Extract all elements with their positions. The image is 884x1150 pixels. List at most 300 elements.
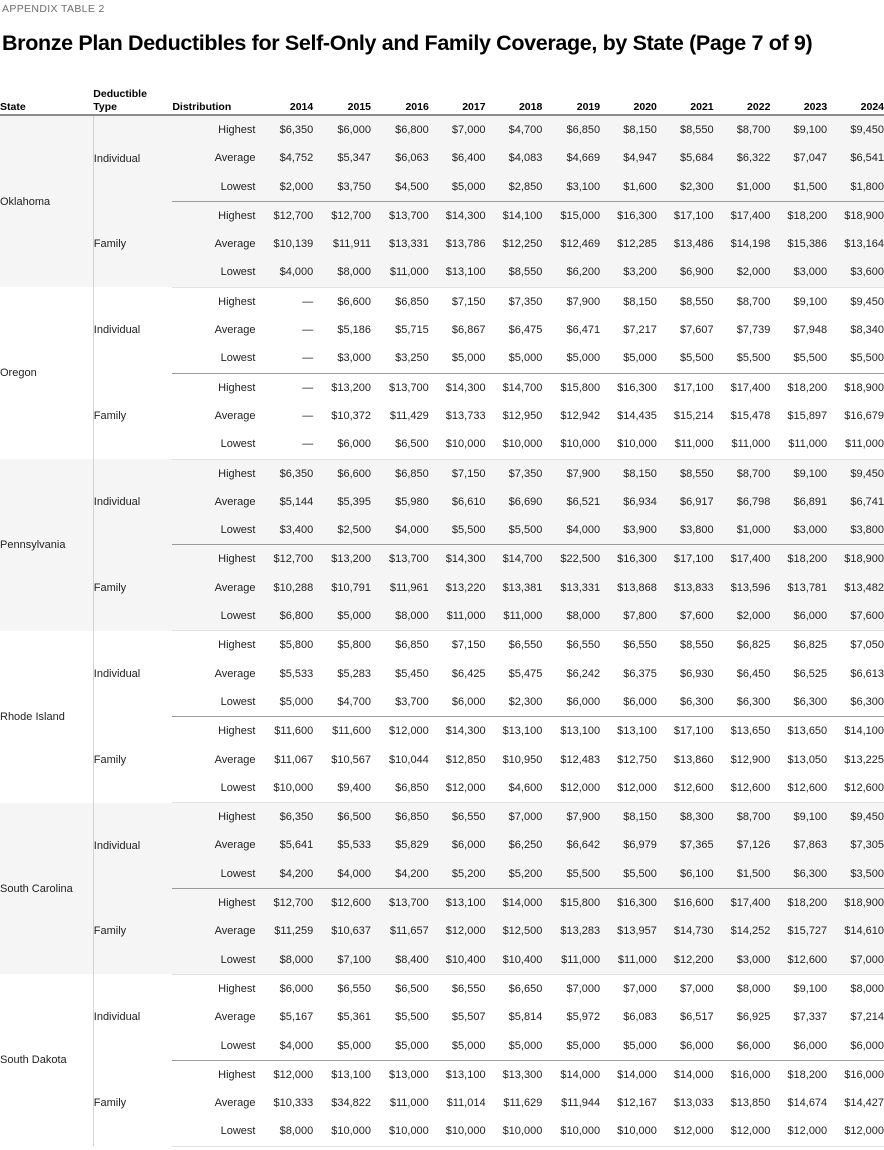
- cell-oregon-individual-lowest-2018: $5,000: [486, 344, 543, 373]
- cell-south-carolina-family-average-2014: $11,259: [255, 917, 313, 945]
- cell-pennsylvania-individual-highest-2014: $6,350: [255, 459, 313, 488]
- cell-oklahoma-family-lowest-2021: $6,900: [657, 258, 714, 287]
- cell-pennsylvania-individual-lowest-2024: $3,800: [827, 516, 884, 545]
- distribution-label-average: Average: [172, 660, 255, 688]
- cell-south-carolina-individual-lowest-2016: $4,200: [371, 860, 429, 889]
- deductible-type-individual: Individual: [93, 974, 172, 1060]
- column-header-state: State: [0, 88, 93, 115]
- cell-oregon-individual-highest-2021: $8,550: [657, 287, 714, 316]
- deductible-type-individual: Individual: [93, 631, 172, 717]
- cell-oklahoma-individual-lowest-2022: $1,000: [714, 173, 771, 202]
- cell-oregon-individual-highest-2020: $8,150: [600, 287, 657, 316]
- cell-pennsylvania-individual-lowest-2017: $5,500: [429, 516, 486, 545]
- cell-south-carolina-individual-lowest-2022: $1,500: [714, 860, 771, 889]
- cell-south-carolina-family-average-2015: $10,637: [313, 917, 371, 945]
- cell-south-dakota-individual-highest-2017: $6,550: [429, 974, 486, 1003]
- cell-south-dakota-family-lowest-2015: $10,000: [313, 1117, 371, 1146]
- cell-oklahoma-individual-lowest-2015: $3,750: [313, 173, 371, 202]
- column-header-2024: 2024: [827, 88, 884, 115]
- cell-pennsylvania-individual-average-2015: $5,395: [313, 488, 371, 516]
- cell-south-dakota-family-highest-2014: $12,000: [255, 1060, 313, 1089]
- cell-oklahoma-individual-average-2023: $7,047: [770, 144, 827, 172]
- cell-rhode-island-family-average-2022: $12,900: [714, 746, 771, 774]
- cell-south-dakota-family-lowest-2016: $10,000: [371, 1117, 429, 1146]
- cell-south-carolina-individual-highest-2014: $6,350: [255, 803, 313, 832]
- cell-south-carolina-family-lowest-2016: $8,400: [371, 946, 429, 975]
- cell-south-dakota-individual-average-2021: $6,517: [657, 1003, 714, 1031]
- cell-south-carolina-family-highest-2018: $14,000: [486, 889, 543, 918]
- no-data-dash: —: [302, 409, 314, 422]
- cell-pennsylvania-family-average-2018: $13,381: [486, 574, 543, 602]
- cell-south-dakota-individual-highest-2021: $7,000: [657, 974, 714, 1003]
- cell-south-carolina-family-lowest-2024: $7,000: [827, 946, 884, 975]
- cell-rhode-island-individual-average-2015: $5,283: [313, 660, 371, 688]
- cell-south-carolina-family-highest-2014: $12,700: [255, 889, 313, 918]
- cell-rhode-island-family-lowest-2015: $9,400: [313, 774, 371, 803]
- cell-rhode-island-individual-lowest-2016: $3,700: [371, 688, 429, 717]
- deductible-type-individual: Individual: [93, 459, 172, 545]
- cell-oklahoma-family-highest-2014: $12,700: [255, 201, 313, 230]
- cell-rhode-island-family-average-2020: $12,750: [600, 746, 657, 774]
- cell-oklahoma-individual-average-2022: $6,322: [714, 144, 771, 172]
- cell-south-carolina-individual-highest-2021: $8,300: [657, 803, 714, 832]
- cell-oregon-individual-lowest-2023: $5,500: [770, 344, 827, 373]
- cell-pennsylvania-family-lowest-2016: $8,000: [371, 602, 429, 631]
- no-data-dash: —: [302, 324, 314, 337]
- cell-oregon-individual-highest-2019: $7,900: [542, 287, 600, 316]
- cell-rhode-island-individual-lowest-2021: $6,300: [657, 688, 714, 717]
- deductible-type-line1: Deductible: [93, 88, 147, 100]
- cell-oregon-family-highest-2015: $13,200: [313, 373, 371, 402]
- cell-oregon-family-highest-2017: $14,300: [429, 373, 486, 402]
- cell-rhode-island-family-highest-2018: $13,100: [486, 717, 543, 746]
- cell-south-dakota-individual-lowest-2023: $6,000: [770, 1032, 827, 1061]
- cell-pennsylvania-family-highest-2020: $16,300: [600, 545, 657, 574]
- cell-pennsylvania-individual-lowest-2014: $3,400: [255, 516, 313, 545]
- table-row: [0, 545, 884, 574]
- cell-rhode-island-family-lowest-2018: $4,600: [486, 774, 543, 803]
- cell-rhode-island-individual-highest-2023: $6,825: [770, 631, 827, 660]
- cell-pennsylvania-individual-average-2022: $6,798: [714, 488, 771, 516]
- header-row: [0, 88, 884, 115]
- cell-pennsylvania-family-lowest-2018: $11,000: [486, 602, 543, 631]
- distribution-label-average: Average: [172, 831, 255, 859]
- cell-oregon-family-average-2020: $14,435: [600, 402, 657, 430]
- table-row: [0, 373, 884, 402]
- cell-pennsylvania-family-average-2021: $13,833: [657, 574, 714, 602]
- cell-south-carolina-family-average-2019: $13,283: [542, 917, 600, 945]
- cell-pennsylvania-family-lowest-2014: $6,800: [255, 602, 313, 631]
- cell-south-carolina-individual-highest-2019: $7,900: [542, 803, 600, 832]
- cell-south-carolina-family-lowest-2020: $11,000: [600, 946, 657, 975]
- cell-pennsylvania-individual-average-2017: $6,610: [429, 488, 486, 516]
- cell-oklahoma-individual-lowest-2024: $1,800: [827, 173, 884, 202]
- no-data-dash: —: [302, 295, 314, 308]
- cell-pennsylvania-family-average-2022: $13,596: [714, 574, 771, 602]
- cell-rhode-island-family-average-2015: $10,567: [313, 746, 371, 774]
- cell-south-carolina-individual-highest-2020: $8,150: [600, 803, 657, 832]
- cell-oregon-family-highest-2022: $17,400: [714, 373, 771, 402]
- cell-south-dakota-individual-average-2018: $5,814: [486, 1003, 543, 1031]
- cell-south-carolina-individual-average-2017: $6,000: [429, 831, 486, 859]
- cell-rhode-island-family-highest-2023: $13,650: [770, 717, 827, 746]
- cell-rhode-island-family-highest-2016: $12,000: [371, 717, 429, 746]
- cell-rhode-island-individual-highest-2014: $5,800: [255, 631, 313, 660]
- cell-rhode-island-individual-lowest-2024: $6,300: [827, 688, 884, 717]
- state-name-pennsylvania: Pennsylvania: [0, 459, 93, 631]
- cell-rhode-island-family-lowest-2017: $12,000: [429, 774, 486, 803]
- page-title: Bronze Plan Deductibles for Self-Only and Family Coverage, by State (Page 7 of 9): [2, 31, 813, 55]
- cell-south-carolina-individual-highest-2018: $7,000: [486, 803, 543, 832]
- cell-south-dakota-family-highest-2018: $13,300: [486, 1060, 543, 1089]
- distribution-label-average: Average: [172, 746, 255, 774]
- cell-south-dakota-individual-lowest-2021: $6,000: [657, 1032, 714, 1061]
- cell-rhode-island-individual-average-2019: $6,242: [542, 660, 600, 688]
- cell-oklahoma-individual-highest-2021: $8,550: [657, 115, 714, 144]
- cell-oregon-family-highest-2014: [255, 373, 313, 402]
- table-row: [0, 889, 884, 918]
- table-row: [0, 974, 884, 1003]
- cell-oregon-individual-lowest-2021: $5,500: [657, 344, 714, 373]
- cell-south-dakota-individual-lowest-2022: $6,000: [714, 1032, 771, 1061]
- cell-oregon-individual-average-2016: $5,715: [371, 316, 429, 344]
- cell-south-dakota-individual-highest-2024: $8,000: [827, 974, 884, 1003]
- cell-south-dakota-individual-highest-2020: $7,000: [600, 974, 657, 1003]
- distribution-label-highest: Highest: [172, 201, 255, 230]
- cell-south-carolina-family-lowest-2022: $3,000: [714, 946, 771, 975]
- cell-oregon-individual-highest-2015: $6,600: [313, 287, 371, 316]
- cell-oklahoma-individual-highest-2016: $6,800: [371, 115, 429, 144]
- cell-oklahoma-family-highest-2021: $17,100: [657, 201, 714, 230]
- distribution-label-lowest: Lowest: [172, 688, 255, 717]
- cell-rhode-island-family-highest-2024: $14,100: [827, 717, 884, 746]
- cell-rhode-island-family-average-2018: $10,950: [486, 746, 543, 774]
- cell-rhode-island-family-highest-2015: $11,600: [313, 717, 371, 746]
- cell-south-carolina-individual-average-2019: $6,642: [542, 831, 600, 859]
- cell-south-dakota-individual-average-2017: $5,507: [429, 1003, 486, 1031]
- column-header-2023: 2023: [770, 88, 827, 115]
- cell-pennsylvania-family-highest-2018: $14,700: [486, 545, 543, 574]
- cell-pennsylvania-family-highest-2015: $13,200: [313, 545, 371, 574]
- cell-south-dakota-family-lowest-2023: $12,000: [770, 1117, 827, 1146]
- distribution-label-highest: Highest: [172, 717, 255, 746]
- distribution-label-lowest: Lowest: [172, 602, 255, 631]
- cell-south-carolina-individual-highest-2022: $8,700: [714, 803, 771, 832]
- cell-oklahoma-family-highest-2019: $15,000: [542, 201, 600, 230]
- cell-south-dakota-family-average-2021: $13,033: [657, 1089, 714, 1117]
- cell-oregon-family-lowest-2020: $10,000: [600, 430, 657, 459]
- cell-rhode-island-individual-lowest-2022: $6,300: [714, 688, 771, 717]
- cell-oklahoma-family-average-2019: $12,469: [542, 230, 600, 258]
- cell-south-carolina-family-average-2022: $14,252: [714, 917, 771, 945]
- state-name-oklahoma: Oklahoma: [0, 115, 93, 287]
- cell-rhode-island-family-lowest-2016: $6,850: [371, 774, 429, 803]
- cell-oregon-individual-highest-2016: $6,850: [371, 287, 429, 316]
- no-data-dash: —: [302, 352, 314, 365]
- distribution-label-lowest: Lowest: [172, 258, 255, 287]
- distribution-label-average: Average: [172, 917, 255, 945]
- cell-pennsylvania-family-lowest-2023: $6,000: [770, 602, 827, 631]
- cell-south-dakota-family-highest-2022: $16,000: [714, 1060, 771, 1089]
- cell-pennsylvania-family-highest-2024: $18,900: [827, 545, 884, 574]
- column-header-distribution: Distribution: [172, 88, 255, 115]
- cell-oregon-family-lowest-2021: $11,000: [657, 430, 714, 459]
- cell-south-carolina-family-lowest-2017: $10,400: [429, 946, 486, 975]
- cell-oregon-family-lowest-2017: $10,000: [429, 430, 486, 459]
- cell-oregon-individual-lowest-2015: $3,000: [313, 344, 371, 373]
- cell-south-carolina-family-highest-2023: $18,200: [770, 889, 827, 918]
- table-header: [0, 88, 884, 115]
- cell-rhode-island-family-lowest-2014: $10,000: [255, 774, 313, 803]
- cell-south-dakota-individual-highest-2018: $6,650: [486, 974, 543, 1003]
- cell-rhode-island-individual-average-2014: $5,533: [255, 660, 313, 688]
- state-name-rhode-island: Rhode Island: [0, 631, 93, 803]
- cell-south-dakota-individual-average-2019: $5,972: [542, 1003, 600, 1031]
- cell-south-dakota-family-lowest-2020: $10,000: [600, 1117, 657, 1146]
- cell-oregon-individual-average-2022: $7,739: [714, 316, 771, 344]
- cell-oregon-individual-lowest-2020: $5,000: [600, 344, 657, 373]
- cell-oklahoma-individual-highest-2023: $9,100: [770, 115, 827, 144]
- table-row: [0, 459, 884, 488]
- cell-south-dakota-individual-average-2024: $7,214: [827, 1003, 884, 1031]
- cell-rhode-island-family-lowest-2021: $12,600: [657, 774, 714, 803]
- cell-rhode-island-individual-highest-2016: $6,850: [371, 631, 429, 660]
- cell-oregon-family-average-2024: $16,679: [827, 402, 884, 430]
- cell-oklahoma-family-average-2016: $13,331: [371, 230, 429, 258]
- cell-pennsylvania-individual-lowest-2019: $4,000: [542, 516, 600, 545]
- cell-oklahoma-family-highest-2015: $12,700: [313, 201, 371, 230]
- cell-south-dakota-individual-average-2014: $5,167: [255, 1003, 313, 1031]
- cell-south-carolina-individual-average-2024: $7,305: [827, 831, 884, 859]
- cell-oklahoma-individual-highest-2020: $8,150: [600, 115, 657, 144]
- cell-south-dakota-family-average-2015: $34,822: [313, 1089, 371, 1117]
- column-header-2017: 2017: [429, 88, 486, 115]
- column-header-2021: 2021: [657, 88, 714, 115]
- cell-pennsylvania-individual-average-2014: $5,144: [255, 488, 313, 516]
- cell-oregon-family-average-2019: $12,942: [542, 402, 600, 430]
- cell-south-dakota-individual-average-2022: $6,925: [714, 1003, 771, 1031]
- cell-pennsylvania-individual-highest-2020: $8,150: [600, 459, 657, 488]
- cell-rhode-island-individual-lowest-2019: $6,000: [542, 688, 600, 717]
- cell-oregon-family-highest-2024: $18,900: [827, 373, 884, 402]
- cell-pennsylvania-family-average-2016: $11,961: [371, 574, 429, 602]
- cell-rhode-island-individual-average-2021: $6,930: [657, 660, 714, 688]
- cell-oklahoma-family-highest-2016: $13,700: [371, 201, 429, 230]
- cell-oregon-family-average-2014: [255, 402, 313, 430]
- table-row: [0, 1060, 884, 1089]
- table-row: [0, 717, 884, 746]
- cell-south-dakota-family-average-2022: $13,850: [714, 1089, 771, 1117]
- cell-oregon-individual-lowest-2014: [255, 344, 313, 373]
- table-row: [0, 287, 884, 316]
- cell-oregon-family-highest-2023: $18,200: [770, 373, 827, 402]
- deductible-type-family: Family: [93, 373, 172, 459]
- cell-oklahoma-individual-lowest-2016: $4,500: [371, 173, 429, 202]
- cell-south-carolina-individual-lowest-2020: $5,500: [600, 860, 657, 889]
- cell-south-dakota-family-highest-2020: $14,000: [600, 1060, 657, 1089]
- cell-rhode-island-individual-average-2022: $6,450: [714, 660, 771, 688]
- cell-rhode-island-family-lowest-2024: $12,600: [827, 774, 884, 803]
- distribution-label-lowest: Lowest: [172, 860, 255, 889]
- cell-oklahoma-family-average-2014: $10,139: [255, 230, 313, 258]
- cell-pennsylvania-family-lowest-2019: $8,000: [542, 602, 600, 631]
- cell-south-carolina-family-lowest-2021: $12,200: [657, 946, 714, 975]
- cell-south-dakota-individual-lowest-2020: $5,000: [600, 1032, 657, 1061]
- cell-oregon-family-lowest-2023: $11,000: [770, 430, 827, 459]
- cell-rhode-island-individual-average-2020: $6,375: [600, 660, 657, 688]
- cell-oklahoma-individual-average-2019: $4,669: [542, 144, 600, 172]
- cell-south-carolina-individual-average-2016: $5,829: [371, 831, 429, 859]
- cell-pennsylvania-individual-lowest-2022: $1,000: [714, 516, 771, 545]
- cell-oregon-individual-average-2017: $6,867: [429, 316, 486, 344]
- cell-oklahoma-individual-lowest-2014: $2,000: [255, 173, 313, 202]
- cell-south-carolina-individual-highest-2024: $9,450: [827, 803, 884, 832]
- distribution-label-lowest: Lowest: [172, 173, 255, 202]
- cell-pennsylvania-individual-average-2020: $6,934: [600, 488, 657, 516]
- cell-south-dakota-individual-lowest-2016: $5,000: [371, 1032, 429, 1061]
- cell-pennsylvania-individual-lowest-2016: $4,000: [371, 516, 429, 545]
- distribution-label-highest: Highest: [172, 459, 255, 488]
- cell-rhode-island-family-highest-2014: $11,600: [255, 717, 313, 746]
- cell-south-dakota-family-lowest-2014: $8,000: [255, 1117, 313, 1146]
- cell-rhode-island-family-average-2024: $13,225: [827, 746, 884, 774]
- cell-oklahoma-individual-lowest-2023: $1,500: [770, 173, 827, 202]
- distribution-label-lowest: Lowest: [172, 946, 255, 975]
- distribution-label-highest: Highest: [172, 373, 255, 402]
- column-header-2018: 2018: [486, 88, 543, 115]
- deductible-type-family: Family: [93, 201, 172, 287]
- cell-rhode-island-family-lowest-2020: $12,000: [600, 774, 657, 803]
- cell-oklahoma-individual-average-2015: $5,347: [313, 144, 371, 172]
- cell-south-carolina-individual-average-2021: $7,365: [657, 831, 714, 859]
- cell-oklahoma-family-highest-2017: $14,300: [429, 201, 486, 230]
- cell-oklahoma-family-highest-2023: $18,200: [770, 201, 827, 230]
- cell-rhode-island-individual-average-2016: $5,450: [371, 660, 429, 688]
- cell-rhode-island-individual-lowest-2014: $5,000: [255, 688, 313, 717]
- cell-south-dakota-family-lowest-2021: $12,000: [657, 1117, 714, 1146]
- cell-south-dakota-individual-average-2023: $7,337: [770, 1003, 827, 1031]
- cell-south-carolina-individual-lowest-2024: $3,500: [827, 860, 884, 889]
- deductibles-table: [0, 88, 884, 1147]
- cell-rhode-island-family-highest-2021: $17,100: [657, 717, 714, 746]
- cell-oregon-individual-lowest-2017: $5,000: [429, 344, 486, 373]
- cell-south-dakota-individual-lowest-2014: $4,000: [255, 1032, 313, 1061]
- distribution-label-highest: Highest: [172, 631, 255, 660]
- cell-pennsylvania-individual-highest-2021: $8,550: [657, 459, 714, 488]
- table-row: [0, 803, 884, 832]
- cell-oklahoma-individual-lowest-2019: $3,100: [542, 173, 600, 202]
- cell-south-carolina-family-highest-2020: $16,300: [600, 889, 657, 918]
- cell-rhode-island-family-average-2021: $13,860: [657, 746, 714, 774]
- cell-oklahoma-family-average-2017: $13,786: [429, 230, 486, 258]
- cell-rhode-island-family-lowest-2023: $12,600: [770, 774, 827, 803]
- cell-pennsylvania-family-average-2020: $13,868: [600, 574, 657, 602]
- cell-pennsylvania-family-lowest-2020: $7,800: [600, 602, 657, 631]
- cell-pennsylvania-individual-average-2019: $6,521: [542, 488, 600, 516]
- cell-oklahoma-individual-average-2024: $6,541: [827, 144, 884, 172]
- cell-oklahoma-individual-highest-2018: $4,700: [486, 115, 543, 144]
- cell-oklahoma-family-highest-2024: $18,900: [827, 201, 884, 230]
- cell-oklahoma-individual-average-2017: $6,400: [429, 144, 486, 172]
- cell-pennsylvania-family-average-2023: $13,781: [770, 574, 827, 602]
- cell-oklahoma-individual-lowest-2018: $2,850: [486, 173, 543, 202]
- cell-oregon-family-lowest-2014: [255, 430, 313, 459]
- cell-south-carolina-family-lowest-2018: $10,400: [486, 946, 543, 975]
- cell-rhode-island-individual-lowest-2023: $6,300: [770, 688, 827, 717]
- cell-south-carolina-family-lowest-2023: $12,600: [770, 946, 827, 975]
- distribution-label-highest: Highest: [172, 889, 255, 918]
- distribution-label-lowest: Lowest: [172, 430, 255, 459]
- cell-oklahoma-family-lowest-2022: $2,000: [714, 258, 771, 287]
- deductible-type-family: Family: [93, 1060, 172, 1146]
- distribution-label-highest: Highest: [172, 803, 255, 832]
- cell-south-carolina-family-average-2023: $15,727: [770, 917, 827, 945]
- cell-south-dakota-individual-average-2020: $6,083: [600, 1003, 657, 1031]
- cell-pennsylvania-individual-highest-2016: $6,850: [371, 459, 429, 488]
- cell-oregon-individual-average-2014: [255, 316, 313, 344]
- deductible-type-family: Family: [93, 717, 172, 803]
- cell-oregon-family-lowest-2019: $10,000: [542, 430, 600, 459]
- cell-pennsylvania-individual-average-2018: $6,690: [486, 488, 543, 516]
- cell-oklahoma-individual-highest-2017: $7,000: [429, 115, 486, 144]
- cell-rhode-island-individual-highest-2024: $7,050: [827, 631, 884, 660]
- cell-pennsylvania-family-lowest-2022: $2,000: [714, 602, 771, 631]
- cell-south-carolina-family-average-2018: $12,500: [486, 917, 543, 945]
- cell-south-carolina-individual-average-2018: $6,250: [486, 831, 543, 859]
- cell-south-dakota-family-lowest-2018: $10,000: [486, 1117, 543, 1146]
- cell-oklahoma-individual-average-2020: $4,947: [600, 144, 657, 172]
- table-row: [0, 115, 884, 144]
- cell-rhode-island-individual-highest-2019: $6,550: [542, 631, 600, 660]
- cell-pennsylvania-individual-highest-2017: $7,150: [429, 459, 486, 488]
- cell-oregon-individual-average-2023: $7,948: [770, 316, 827, 344]
- cell-oregon-family-lowest-2015: $6,000: [313, 430, 371, 459]
- cell-pennsylvania-family-highest-2023: $18,200: [770, 545, 827, 574]
- distribution-label-highest: Highest: [172, 1060, 255, 1089]
- cell-south-dakota-individual-highest-2014: $6,000: [255, 974, 313, 1003]
- cell-oklahoma-family-average-2018: $12,250: [486, 230, 543, 258]
- cell-rhode-island-individual-highest-2021: $8,550: [657, 631, 714, 660]
- cell-oregon-individual-highest-2022: $8,700: [714, 287, 771, 316]
- cell-south-carolina-family-highest-2022: $17,400: [714, 889, 771, 918]
- cell-south-carolina-individual-average-2014: $5,641: [255, 831, 313, 859]
- cell-oklahoma-family-lowest-2023: $3,000: [770, 258, 827, 287]
- cell-pennsylvania-individual-average-2023: $6,891: [770, 488, 827, 516]
- cell-oregon-individual-average-2015: $5,186: [313, 316, 371, 344]
- cell-south-dakota-family-average-2024: $14,427: [827, 1089, 884, 1117]
- cell-pennsylvania-family-highest-2022: $17,400: [714, 545, 771, 574]
- cell-oregon-individual-highest-2014: [255, 287, 313, 316]
- cell-south-dakota-individual-highest-2016: $6,500: [371, 974, 429, 1003]
- cell-pennsylvania-individual-lowest-2023: $3,000: [770, 516, 827, 545]
- cell-south-carolina-family-highest-2019: $15,800: [542, 889, 600, 918]
- cell-south-dakota-individual-highest-2015: $6,550: [313, 974, 371, 1003]
- cell-oregon-family-highest-2021: $17,100: [657, 373, 714, 402]
- cell-south-dakota-individual-highest-2023: $9,100: [770, 974, 827, 1003]
- cell-pennsylvania-individual-average-2024: $6,741: [827, 488, 884, 516]
- cell-pennsylvania-family-highest-2017: $14,300: [429, 545, 486, 574]
- cell-oregon-family-highest-2019: $15,800: [542, 373, 600, 402]
- cell-oregon-family-highest-2020: $16,300: [600, 373, 657, 402]
- distribution-label-average: Average: [172, 402, 255, 430]
- cell-oregon-family-average-2021: $15,214: [657, 402, 714, 430]
- cell-south-carolina-individual-highest-2023: $9,100: [770, 803, 827, 832]
- cell-rhode-island-individual-lowest-2015: $4,700: [313, 688, 371, 717]
- cell-south-carolina-individual-average-2022: $7,126: [714, 831, 771, 859]
- cell-rhode-island-individual-average-2018: $5,475: [486, 660, 543, 688]
- cell-pennsylvania-family-highest-2019: $22,500: [542, 545, 600, 574]
- cell-oregon-individual-average-2021: $7,607: [657, 316, 714, 344]
